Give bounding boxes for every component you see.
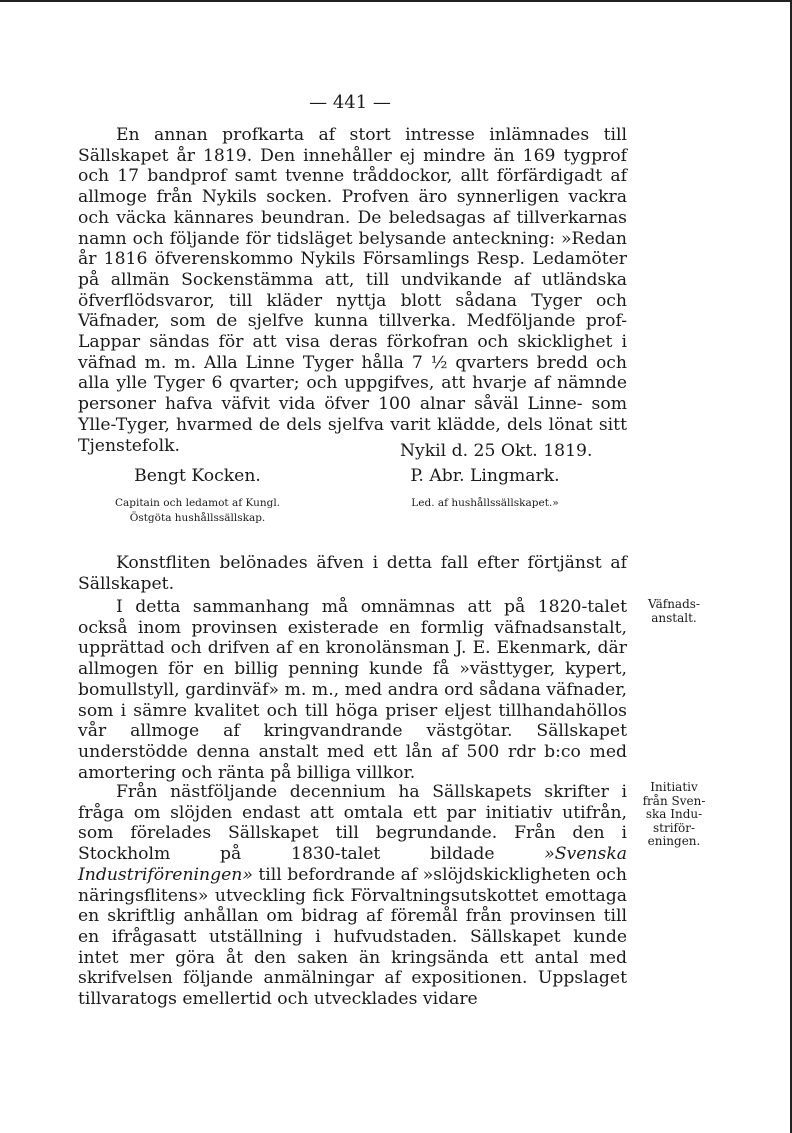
paragraph-text-segment: Från nästföljande decennium ha Sällskapets skrifter i fråga om slöjden endast att omtala ett par initiativ utifrån, som förelades Sällskapet till begrundande. Från den i Stockholm på 1830-talet bildade — [78, 782, 627, 865]
page-number: — 441 — — [309, 92, 391, 113]
signature-left-name: Bengt Kocken. — [134, 466, 261, 486]
paragraph-industriforeningen — [78, 782, 627, 1010]
signature-left-title-line-1: Capitain och ledamot af Kungl. — [114, 497, 281, 509]
signature-left-title — [70, 496, 325, 526]
paragraph-profkarta: En annan profkarta af stort intresse inlämnades till Sällskapet år 1819. Den innehåller ej mindre än 169 tygprof och 17 bandprof samt tvenne tråddockor, allt förfärdigadt af allmoge från Nykils socken. Profven äro synnerligen vackra och väcka kännares beundran. De beledsagas af tillverkarnas namn och följande för tidsläget belysande anteckning: »Redan år 1816 öfverenskommo Nykils Församlings Resp. Ledamöter på allmän Sockenstämma att, till undvikande af utländska öfverflödsvaror, till kläder nyttja blott sådana Tyger och Väfnader, som de sjelfve kunna tillverka. Medföljande prof-Lappar sändas för att visa deras förkofran och skicklighet i väfnad m. m. Alla Linne Tyger hålla 7 ½ qvarters bredd och alla ylle Tyger 6 qvarter; och uppgifves, att hvarje af nämnde personer hafva väfvit vida öfver 100 alnar såväl Linne- som Ylle-Tyger, hvarmed de dels sjelfva varit klädde, dels lönat sitt Tjenstefolk. — [78, 125, 627, 456]
margin-note-line: striför- — [652, 820, 695, 835]
letter-place-date: Nykil d. 25 Okt. 1819. — [400, 441, 593, 461]
margin-note-line: anstalt. — [651, 610, 697, 625]
signature-right-name: P. Abr. Lingmark. — [410, 466, 560, 486]
margin-note-vafnadsanstalt — [634, 598, 714, 625]
margin-note-line: Initiativ — [650, 780, 698, 794]
margin-note-line: Väfnads- — [648, 597, 700, 611]
margin-note-initiativ — [634, 781, 714, 849]
margin-note-line: eningen. — [647, 834, 701, 848]
page-top-edge — [0, 0, 792, 2]
signature-left-title-line-2: Östgöta hushållssällskap. — [129, 512, 266, 524]
margin-note-line: ska Indu- — [645, 807, 703, 821]
margin-note-line: från Sven- — [642, 793, 706, 808]
emphasized-society-name: »Svenska Industriföreningen» — [78, 844, 627, 885]
signature-right-title: Led. af hushållssällskapet.» — [411, 497, 559, 509]
paragraph-vafnadsanstalt: I detta sammanhang må omnämnas att på 1820-talet också inom provinsen existerade en formlig väfnadsanstalt, upprättad och drifven af en kronolänsman J. E. Ekenmark, där allmogen för en billig penning kunde få »västtyger, kypert, bomullstyll, gardinväf» m. m., med andra ord sådana väfnader, som i sämre kvalitet och till höga priser eljest tillhandahöllos vår allmoge af kringvandrande västgötar. Sällskapet understödde denna anstalt med ett lån af 500 rdr b:co med amortering och ränta på billiga villkor. — [78, 597, 627, 783]
paragraph-konstfliten: Konstfliten belönades äfven i detta fall efter förtjänst af Sällskapet. — [78, 553, 627, 594]
paragraph-text-segment: till befordrande af »slöjdskickligheten och näringsflitens» utveckling fick Förvaltningsutskottet emottaga en skriftlig anhållan om bidrag af föremål från provinsen till en ifrågasatt utställning i hufvudstaden. Sällskapet kunde intet mer göra åt den saken än kringsända ett antal med skrifvelsen följande anmälningar af expositionen. Uppslaget tillvaratogs emellertid och utvecklades vidare — [78, 864, 627, 1010]
